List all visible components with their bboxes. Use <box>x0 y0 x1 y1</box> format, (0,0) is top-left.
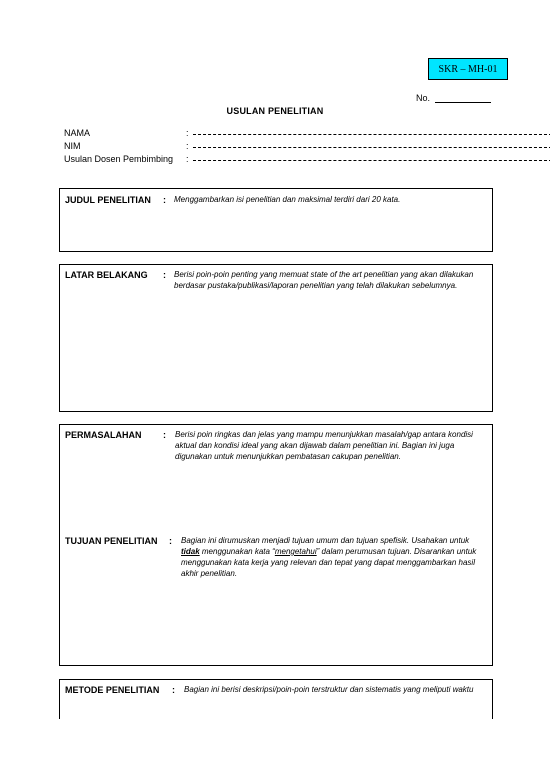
section-metode-label: METODE PENELITIAN <box>65 685 160 695</box>
number-field <box>416 93 491 103</box>
section-latar-text <box>174 269 473 291</box>
text-line: digunakan untuk menunjukkan pembatasan cakupan penelitian. <box>175 452 401 461</box>
section-metode-text: Bagian ini berisi deskripsi/poin-poin terstruktur dan sistematis yang meliputi waktu <box>184 685 474 694</box>
text-line: aktual dan kondisi ideal yang akan dijawab dalam penelitian ini. Bagian ini juga <box>175 441 455 450</box>
section-tujuan-label: TUJUAN PENELITIAN <box>65 536 158 546</box>
number-label: No. <box>416 93 431 103</box>
text-line <box>181 546 476 557</box>
text-fragment: menggunakan kata “ <box>199 547 275 556</box>
text-line: menggunakan kata kerja yang relevan dan tepat yang dapat menggambarkan hasil <box>181 558 475 567</box>
section-latar-belakang[interactable] <box>59 264 493 412</box>
section-colon: : <box>163 430 166 440</box>
form-code-text: SKR – MH-01 <box>438 63 498 75</box>
emphasis-tidak: tidak <box>181 547 200 556</box>
section-permasalahan-text <box>175 429 473 462</box>
text-line: Berisi poin ringkas dan jelas yang mampu menunjukkan masalah/gap antara kondisi <box>175 430 473 439</box>
section-permasalahan-label: PERMASALAHAN <box>65 430 142 440</box>
identity-label: Usulan Dosen Pembimbing <box>64 154 174 164</box>
dosen-input-line[interactable] <box>193 160 550 161</box>
section-colon: : <box>172 685 175 695</box>
text-line: Bagian ini dirumuskan menjadi tujuan umum dan tujuan spefisik. Usahakan untuk <box>181 536 470 545</box>
form-code-badge <box>428 58 508 80</box>
text-line: Berisi poin-poin penting yang memuat state of the art penelitian yang akan dilakukan <box>174 270 474 279</box>
section-tujuan-text <box>181 535 476 579</box>
number-blank[interactable] <box>435 93 491 103</box>
identity-colon: : <box>186 141 189 151</box>
nim-input-line[interactable] <box>193 147 550 148</box>
identity-colon: : <box>186 154 189 164</box>
identity-label: NIM <box>64 141 81 151</box>
section-judul[interactable] <box>59 188 493 252</box>
section-judul-label: JUDUL PENELITIAN <box>65 195 151 205</box>
section-colon: : <box>169 536 172 546</box>
nama-input-line[interactable] <box>193 134 550 135</box>
text-fragment: ” dalam perumusan tujuan. Disarankan untuk <box>316 547 477 556</box>
section-judul-text: Menggambarkan isi penelitian dan maksimal terdiri dari 20 kata. <box>174 195 401 204</box>
section-colon: : <box>163 195 166 205</box>
section-permasalahan-tujuan[interactable] <box>59 424 493 666</box>
section-latar-label: LATAR BELAKANG <box>65 270 148 280</box>
section-colon: : <box>163 270 166 280</box>
identity-label: NAMA <box>64 128 91 138</box>
text-line: akhir penelitian. <box>181 569 238 578</box>
text-line: berdasar pustaka/publikasi/laporan penelitian yang telah dilakukan sebelumnya. <box>174 281 458 290</box>
page-title: USULAN PENELITIAN <box>226 106 324 116</box>
emphasis-mengetahui: mengetahui <box>274 547 317 556</box>
identity-colon: : <box>186 128 189 138</box>
section-metode[interactable] <box>59 679 493 719</box>
